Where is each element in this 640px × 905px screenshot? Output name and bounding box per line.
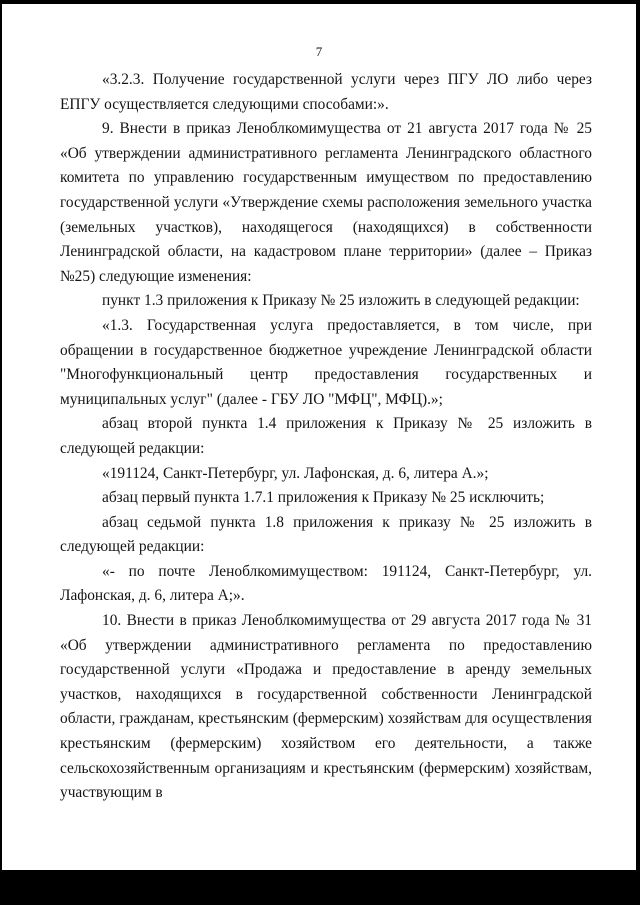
paragraph-clause-3-2-3: «3.2.3. Получение государственной услуги через ПГУ ЛО либо через ЕПГУ осуществляется следующими способами:». (60, 71, 592, 113)
page-number: 7 (315, 44, 323, 59)
document-page (2, 4, 636, 870)
paragraph-item-9: 9. Внести в приказ Леноблкомимущества от 21 августа 2017 года № 25 «Об утверждении административного регламента Ленинградского областного комитета по управлению государственным имуществом по предоставлению государственной услуги «Утверждение схемы расположения земельного участка (земельных участков), находящегося (находящихся) в собственности Ленинградской области, на кадастровом плане территории» (далее – Приказ №25) следующие изменения: (60, 120, 592, 285)
paragraph-clause-1-4-intro: абзац второй пункта 1.4 приложения к Приказу № 25 изложить в следующей редакции: (60, 415, 592, 457)
paragraph-item-10: 10. Внести в приказ Леноблкомимущества от 29 августа 2017 года № 31 «Об утверждении административного регламента по предоставлению государственной услуги «Продажа и предоставление в аренду земельных участков, находящихся в государственной собственности Ленинградской области, гражданам, крестьянским (фермерским) хозяйствам для осуществления крестьянским (фермерским) хозяйством его деятельности, а также сельскохозяйственным организациям и крестьянским (фермерским) хозяйствам, участвующим в (60, 612, 592, 802)
paragraph-clause-1-3-text: «1.3. Государственная услуга предоставляется, в том числе, при обращении в государственное бюджетное учреждение Ленинградской области "Многофункциональный центр предоставления государственных и муниципальных услуг" (далее - ГБУ ЛО "МФЦ", МФЦ).»; (60, 316, 592, 408)
paragraph-address: «191124, Санкт-Петербург, ул. Лафонская, д. 6, литера А.»; (102, 464, 489, 482)
paragraph-clause-1-8-intro: абзац седьмой пункта 1.8 приложения к приказу № 25 изложить в следующей редакции: (60, 513, 592, 556)
paragraph-clause-1-7-1: абзац первый пункта 1.7.1 приложения к Приказу № 25 исключить; (102, 489, 545, 507)
paragraph-postal-address: «- по почте Леноблкомимуществом: 191124, Санкт-Петербург, ул. Лафонская, д. 6, литера А;». (60, 562, 592, 605)
document-body (60, 68, 592, 806)
paragraph-clause-1-3-intro: пункт 1.3 приложения к Приказу № 25 изложить в следующей редакции: (102, 292, 580, 310)
